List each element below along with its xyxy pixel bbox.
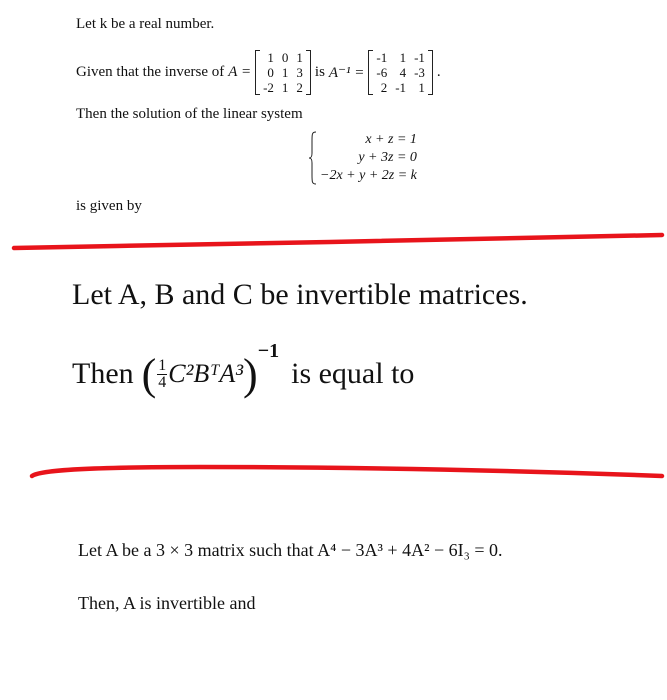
left-brace-icon [308,131,318,185]
then-word: Then [72,357,134,390]
matrix-a-label: A = [228,63,252,80]
problem1-given-line [76,44,441,100]
linear-system [308,130,417,186]
problem1-then-text: Then the solution of the linear system [76,106,303,122]
is-equal-to: is equal to [291,357,415,390]
right-paren: ) [243,349,258,399]
problem3-intro: Let A be a 3 × 3 matrix such that A⁴ − 3A³ + 4A² − 6I₃ = 0. [78,540,503,560]
matrix-ainv-label: A⁻¹ = [328,64,365,81]
inverse-exponent: −1 [257,340,280,362]
problem2-intro: Let A, B and C be invertible matrices. [72,278,528,311]
problem2-expression-line [72,338,414,410]
equation-1: x + z = 1 [365,132,417,147]
matrix-product: C²BᵀA³ [168,359,244,388]
period: . [436,63,441,80]
matrix-a: 1 0 1 0 1 3 -2 1 2 [255,50,311,95]
equation-3: −2x + y + 2z = k [320,168,417,183]
red-divider-2 [0,456,667,486]
is-label: is [314,63,325,80]
problem1-given-by: is given by [76,198,142,214]
equation-2: y + 3z = 0 [358,150,417,165]
given-prefix: Given that the inverse of [76,63,225,80]
fraction-one-quarter: $\frac{1}{4}$ [158,356,167,391]
matrix-a-inverse: -1 1 -1 -6 4 -3 2 -1 1 [368,50,433,95]
problem1-intro: Let k be a real number. [76,16,215,32]
problem3-then: Then, A is invertible and [78,593,256,613]
left-paren: ( [141,349,157,399]
equations [318,131,417,185]
red-divider-1 [0,228,667,254]
